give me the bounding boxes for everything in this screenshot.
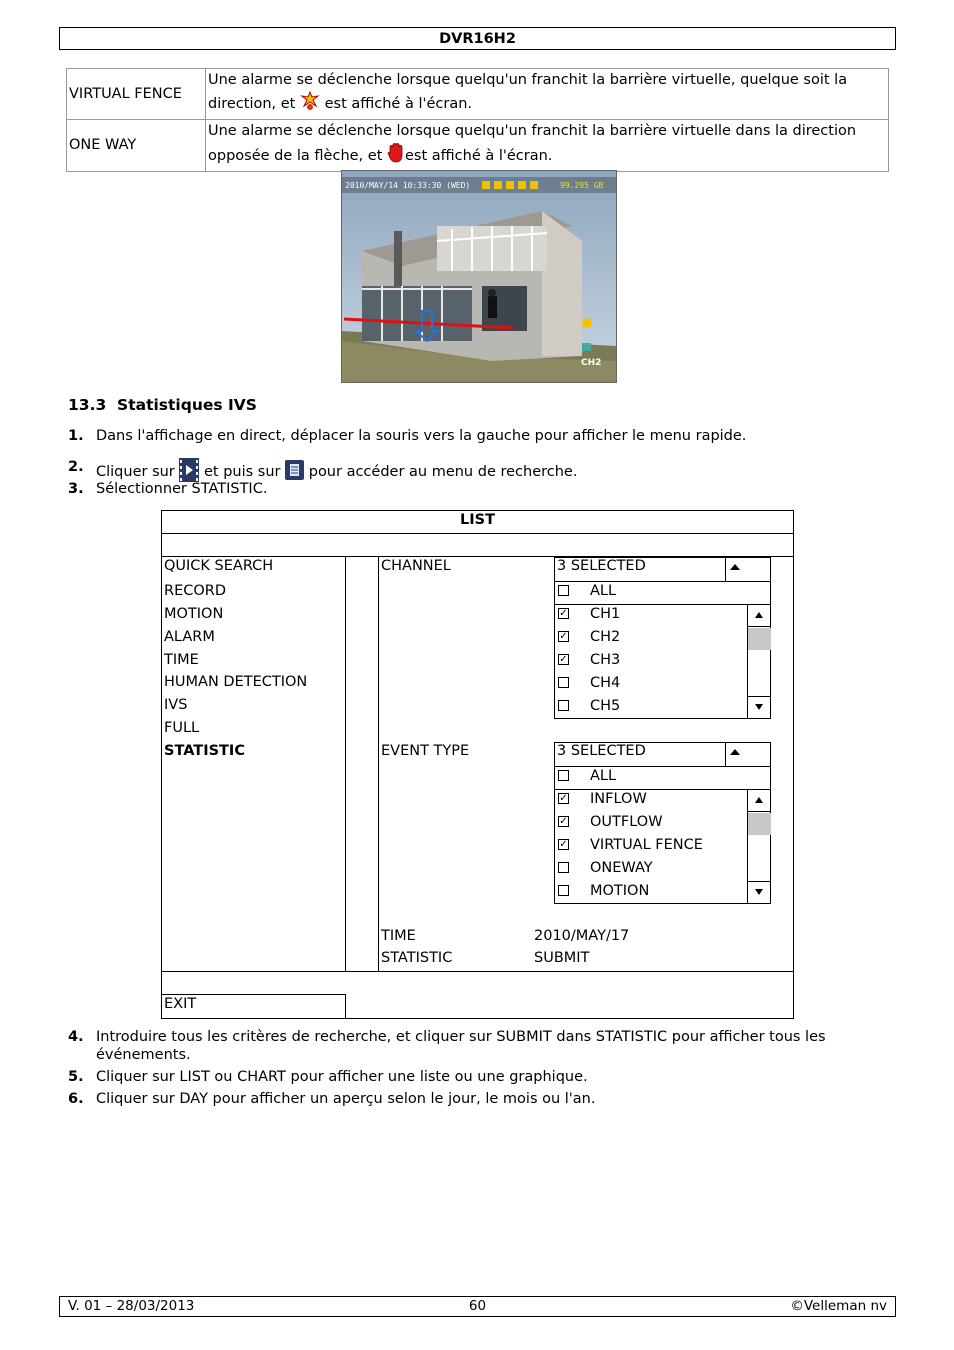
checkbox[interactable]	[558, 677, 569, 688]
channel-all-label: ALL	[590, 583, 617, 599]
scroll-down-icon	[755, 889, 763, 895]
option-label[interactable]: CH2	[590, 629, 621, 645]
menu-title[interactable]: LIST	[460, 512, 495, 528]
checkbox[interactable]	[558, 885, 569, 896]
checkbox[interactable]	[558, 862, 569, 873]
document-footer	[59, 1296, 896, 1317]
option-label[interactable]: CH4	[590, 675, 621, 691]
checkbox[interactable]	[558, 585, 569, 596]
table-row	[67, 69, 889, 120]
option-label[interactable]: OUTFLOW	[590, 814, 663, 830]
option-label[interactable]: CH1	[590, 606, 621, 622]
option-label[interactable]: CH5	[590, 698, 621, 714]
version-text: V. 01 – 28/03/2013	[68, 1298, 195, 1314]
checkbox[interactable]: ✓	[559, 631, 568, 642]
option-label[interactable]: VIRTUAL FENCE	[590, 837, 703, 853]
menu-item-statistic[interactable]: STATISTIC	[164, 743, 245, 759]
record-icon	[582, 343, 591, 351]
event-all-row[interactable]	[554, 766, 771, 790]
house-scene	[342, 171, 616, 382]
channel-label: CHANNEL	[381, 558, 451, 574]
menu-item-full[interactable]: FULL	[164, 720, 200, 736]
statistic-label: STATISTIC	[381, 950, 453, 966]
dropdown-arrow-up-icon[interactable]	[730, 749, 740, 755]
checkbox[interactable]: ✓	[559, 654, 568, 665]
scroll-up-icon	[755, 797, 763, 803]
time-label: TIME	[381, 928, 416, 944]
exit-button[interactable]: EXIT	[164, 996, 197, 1012]
section-heading: 13.3 Statistiques IVS	[68, 396, 257, 414]
mode-description: Une alarme se déclenche lorsque quelqu'un franchit la barrière virtuelle dans la direction opposée de la flèche, et est affiché à l'écran.	[206, 120, 889, 172]
mode-name: VIRTUAL FENCE	[67, 69, 206, 120]
event-all-label: ALL	[590, 768, 617, 784]
hand-stop-icon	[387, 142, 405, 170]
menu-item-alarm[interactable]: ALARM	[164, 629, 215, 645]
camera-snapshot	[341, 170, 617, 383]
scroll-down-icon	[755, 704, 763, 710]
osd-storage: 99.295 GB	[560, 181, 604, 190]
option-label[interactable]: CH3	[590, 652, 621, 668]
osd-datetime: 2010/MAY/14 10:33:30 (WED)	[345, 181, 471, 190]
menu-item-ivs[interactable]: IVS	[164, 697, 188, 713]
mode-name: ONE WAY	[67, 120, 206, 172]
event-type-summary: 3 SELECTED	[557, 743, 646, 759]
option-label[interactable]: MOTION	[590, 883, 650, 899]
option-label[interactable]: ONEWAY	[590, 860, 653, 876]
scrollbar-thumb[interactable]	[748, 628, 771, 650]
option-label[interactable]: INFLOW	[590, 791, 647, 807]
submit-button[interactable]: SUBMIT	[534, 950, 590, 966]
scrollbar-thumb[interactable]	[748, 813, 771, 835]
mode-description: Une alarme se déclenche lorsque quelqu'un franchit la barrière virtuelle, quelque soit la direction, et est affiché à l'écran.	[206, 69, 889, 120]
scroll-up-icon	[755, 612, 763, 618]
checkbox[interactable]: ✓	[559, 608, 568, 619]
time-value[interactable]: 2010/MAY/17	[534, 928, 630, 944]
document-header	[59, 27, 896, 50]
mode-table	[66, 68, 889, 172]
checkbox[interactable]	[558, 700, 569, 711]
checkbox[interactable]	[558, 770, 569, 781]
channel-list	[554, 604, 771, 719]
table-row	[67, 120, 889, 172]
menu-item-time[interactable]: TIME	[164, 652, 199, 668]
checkbox[interactable]: ✓	[559, 793, 568, 804]
channel-summary: 3 SELECTED	[557, 558, 646, 574]
alert-icon	[582, 318, 592, 328]
model-title: DVR16H2	[439, 31, 516, 47]
channel-label: CH2	[581, 358, 602, 368]
channel-all-row[interactable]	[554, 581, 771, 605]
checkbox[interactable]: ✓	[559, 839, 568, 850]
page-number: 60	[468, 1298, 487, 1314]
search-menu-panel	[161, 510, 794, 1019]
virtual-fence-icon	[300, 91, 320, 118]
dropdown-arrow-up-icon[interactable]	[730, 564, 740, 570]
menu-item-quick-search[interactable]: QUICK SEARCH	[164, 558, 274, 574]
menu-item-record[interactable]: RECORD	[164, 583, 227, 599]
menu-item-human-detection[interactable]: HUMAN DETECTION	[164, 674, 308, 690]
menu-item-motion[interactable]: MOTION	[164, 606, 224, 622]
event-type-label: EVENT TYPE	[381, 743, 470, 759]
copyright-text: ©Velleman nv	[790, 1298, 887, 1314]
checkbox[interactable]: ✓	[559, 816, 568, 827]
